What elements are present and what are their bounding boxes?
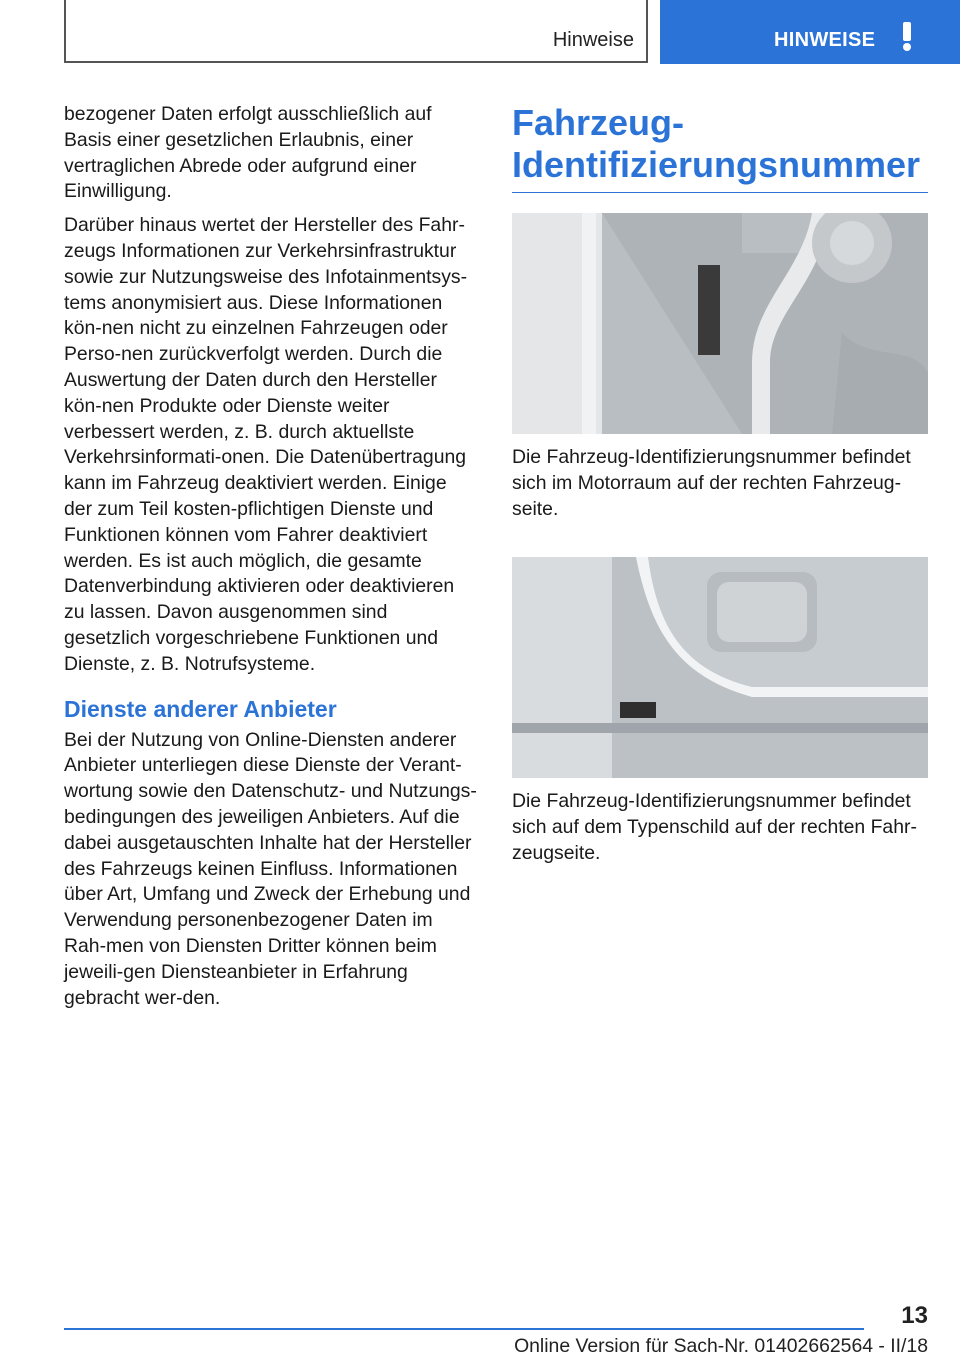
image-caption: Die Fahrzeug-Identifizierungsnummer befindet sich im Motorraum auf der rechten Fahrzeug‐seite. [512, 446, 911, 520]
type-plate-vin-photo [512, 557, 928, 778]
header-breadcrumb-box [64, 0, 648, 63]
section-tab-label: HINWEISE [774, 29, 876, 51]
engine-bay-vin-photo [512, 213, 928, 434]
image-caption: Die Fahrzeug-Identifizierungsnummer befindet sich auf dem Typenschild auf der rechten Fahr‐zeugseite. [512, 790, 917, 864]
page-number: 13 [901, 1302, 928, 1329]
header-section-tab [660, 0, 960, 64]
online-version-note: Online Version für Sach-Nr. 01402662564 - II/18 [514, 1335, 928, 1357]
exclamation-icon [900, 22, 914, 52]
paragraph: Darüber hinaus wertet der Hersteller des Fahr‐zeugs Informationen zur Verkehrsinfrastruktur sowie zur Nutzungsweise des Infotainmentsys‐tems anonymisiert aus. Diese Informationen kön‐nen nicht zu einzelnen Fahrzeugen oder Perso‐nen zurückverfolgt werden. Durch die Auswertung der Daten durch den Hersteller kön‐nen Produkte oder Dienste weiter verbessert werden, z. B. durch aktuellste Verkehrsinformati‐onen. Die Datenübertragung kann im Fahrzeug deaktiviert werden. Einige der zum Teil kosten‐pflichtigen Dienste und Funktionen können vom Fahrer deaktiviert werden. Es ist auch möglich, die gesamte Datenverbindung aktivieren oder deaktivieren zu lassen. Davon ausgenommen sind gesetzlich vorgeschriebene Funktionen und Dienste, z. B. Notrufsysteme. [64, 214, 468, 675]
section-heading: Fahrzeug-Identifizierungsnummer [512, 102, 928, 193]
paragraph: bezogener Daten erfolgt ausschließlich auf Basis einer gesetzlichen Erlaubnis, einer vertraglichen Abrede oder aufgrund einer Einwilligung. [64, 103, 432, 203]
subheading: Dienste anderer Anbieter [64, 695, 337, 722]
left-column [64, 102, 478, 1019]
breadcrumb: Hinweise [552, 29, 634, 51]
footer-divider [64, 1328, 864, 1330]
right-column [512, 102, 928, 867]
paragraph: Bei der Nutzung von Online-Diensten anderer Anbieter unterliegen diese Dienste der Verant‐wortung sowie den Datenschutz- und Nutzungs‐bedingungen des jeweiligen Anbieters. Auf die dabei ausgetauschten Inhalte hat der Hersteller des Fahrzeugs keinen Einfluss. Informationen über Art, Umfang und Zweck der Erhebung und Verwendung personenbezogener Daten im Rah‐men von Diensten Dritter können beim jeweili‐gen Diensteanbieter in Erfahrung gebracht wer‐den. [64, 728, 477, 1009]
